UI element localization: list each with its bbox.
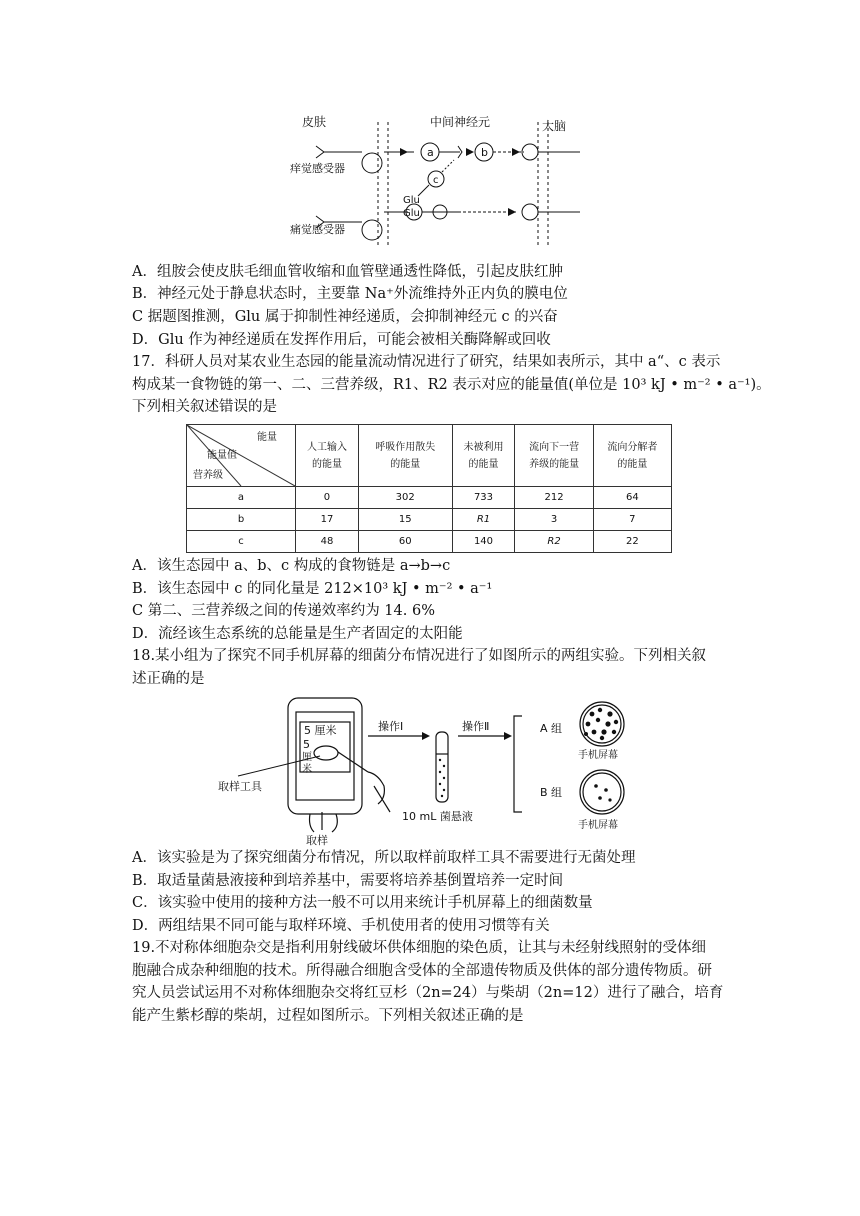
glu-label-1: Glu bbox=[403, 195, 420, 206]
pain-receptor-label: 痛觉感受器 bbox=[290, 223, 345, 236]
five-cm-top-label: 5 厘米 bbox=[304, 724, 337, 737]
interneuron-label: 中间神经元 bbox=[430, 115, 491, 129]
glu-label-2: Glu bbox=[403, 208, 420, 219]
brain-label: 大脑 bbox=[542, 119, 567, 133]
header-next-level: 流向下一营 养级的能量 bbox=[515, 425, 593, 487]
cm-left-label-2: 米 bbox=[302, 764, 312, 775]
table-corner-cell bbox=[187, 425, 296, 487]
q18-option-b: B．取适量菌悬液接种到培养基中，需要将培养基倒置培养一定时间 bbox=[132, 873, 564, 889]
table-row: c 48 60 140 R2 22 bbox=[187, 531, 672, 553]
operation-1-label: 操作Ⅰ bbox=[378, 720, 404, 733]
header-decomposers: 流向分解者 的能量 bbox=[593, 425, 671, 487]
q18-option-d: D．两组结果不同可能与取样环境、手机使用者的使用习惯等有关 bbox=[132, 918, 550, 934]
q16-option-d: D．Glu 作为神经递质在发挥作用后，可能会被相关酶降解或回收 bbox=[132, 332, 551, 348]
table-row: b 17 15 R1 3 7 bbox=[187, 509, 672, 531]
q19-line-2: 胞融合成杂种细胞的技术。所得融合细胞含受体的全部遗传物质及供体的部分遗传物质。研 bbox=[132, 963, 712, 979]
q18-option-c: C．该实验中使用的接种方法一般不可以用来统计手机屏幕上的细菌数量 bbox=[132, 895, 593, 911]
operation-2-label: 操作Ⅱ bbox=[462, 720, 490, 733]
screen-a-label: 手机屏幕 bbox=[578, 750, 618, 761]
header-artificial-input: 人工输入 的能量 bbox=[296, 425, 359, 487]
q18-stem-1: 18.某小组为了探究不同手机屏幕的细菌分布情况进行了如图所示的两组实验。下列相关叙 bbox=[132, 648, 707, 664]
q18-stem-2: 述正确的是 bbox=[132, 671, 205, 687]
corner-energy: 能量 bbox=[257, 432, 277, 443]
q16-option-b: B．神经元处于静息状态时，主要靠 Na⁺外流维持外正内负的膜电位 bbox=[132, 286, 568, 302]
q17-option-b: B．该生态园中 c 的同化量是 212×10³ kJ • m⁻² • a⁻¹ bbox=[132, 581, 493, 597]
q16-option-c: C 据题图推测，Glu 属于抑制性神经递质，会抑制神经元 c 的兴奋 bbox=[132, 309, 558, 325]
group-a-label: A 组 bbox=[540, 722, 563, 735]
q19-line-3: 究人员尝试运用不对称体细胞杂交将红豆杉（2n=24）与柴胡（2n=12）进行了融合，培育 bbox=[132, 985, 724, 1001]
q17-option-d: D．流经该生态系统的总能量是生产者固定的太阳能 bbox=[132, 626, 463, 642]
skin-label: 皮肤 bbox=[302, 115, 327, 129]
q17-stem-3: 下列相关叙述错误的是 bbox=[132, 399, 277, 415]
corner-value: 能量值 bbox=[207, 450, 237, 461]
energy-flow-table bbox=[186, 424, 672, 553]
sampling-label: 取样 bbox=[306, 834, 328, 847]
suspension-label: 10 mL 菌悬液 bbox=[402, 810, 473, 823]
bacteria-experiment-diagram bbox=[218, 694, 638, 848]
itch-receptor-label: 痒觉感受器 bbox=[290, 162, 345, 175]
screen-b-label: 手机屏幕 bbox=[578, 820, 618, 831]
neural-pathway-diagram bbox=[290, 108, 580, 250]
header-unused: 未被利用 的能量 bbox=[452, 425, 515, 487]
q19-line-1: 19.不对称体细胞杂交是指利用射线破坏供体细胞的染色质，让其与未经射线照射的受体细 bbox=[132, 940, 707, 956]
q17-option-a: A．该生态园中 a、b、c 构成的食物链是 a→b→c bbox=[132, 558, 451, 574]
group-b-label: B 组 bbox=[540, 786, 563, 799]
five-left-label: 5 bbox=[303, 738, 310, 751]
neuron-b-label: b bbox=[481, 146, 488, 159]
sampling-tool-label: 取样工具 bbox=[218, 780, 262, 793]
neuron-c-label: c bbox=[433, 175, 439, 186]
header-respiration: 呼吸作用散失 的能量 bbox=[358, 425, 452, 487]
q19-line-4: 能产生紫杉醇的柴胡，过程如图所示。下列相关叙述正确的是 bbox=[132, 1008, 524, 1024]
q17-option-c: C 第二、三营养级之间的传递效率约为 14. 6% bbox=[132, 603, 435, 619]
neuron-a-label: a bbox=[427, 146, 434, 159]
corner-level: 营养级 bbox=[193, 470, 223, 481]
q17-stem-2: 构成某一食物链的第一、二、三营养级，R1、R2 表示对应的能量值(单位是 10³ kJ • m⁻² • a⁻¹)。 bbox=[132, 377, 771, 393]
q17-stem-1: 17．科研人员对某农业生态园的能量流动情况进行了研究，结果如表所示，其中 a“、c 表示 bbox=[132, 354, 721, 370]
cm-left-label-1: 厘 bbox=[302, 752, 312, 763]
table-row: a 0 302 733 212 64 bbox=[187, 487, 672, 509]
q16-option-a: A．组胺会使皮肤毛细血管收缩和血管壁通透性降低，引起皮肤红肿 bbox=[132, 264, 563, 280]
q18-option-a: A．该实验是为了探究细菌分布情况，所以取样前取样工具不需要进行无菌处理 bbox=[132, 850, 636, 866]
